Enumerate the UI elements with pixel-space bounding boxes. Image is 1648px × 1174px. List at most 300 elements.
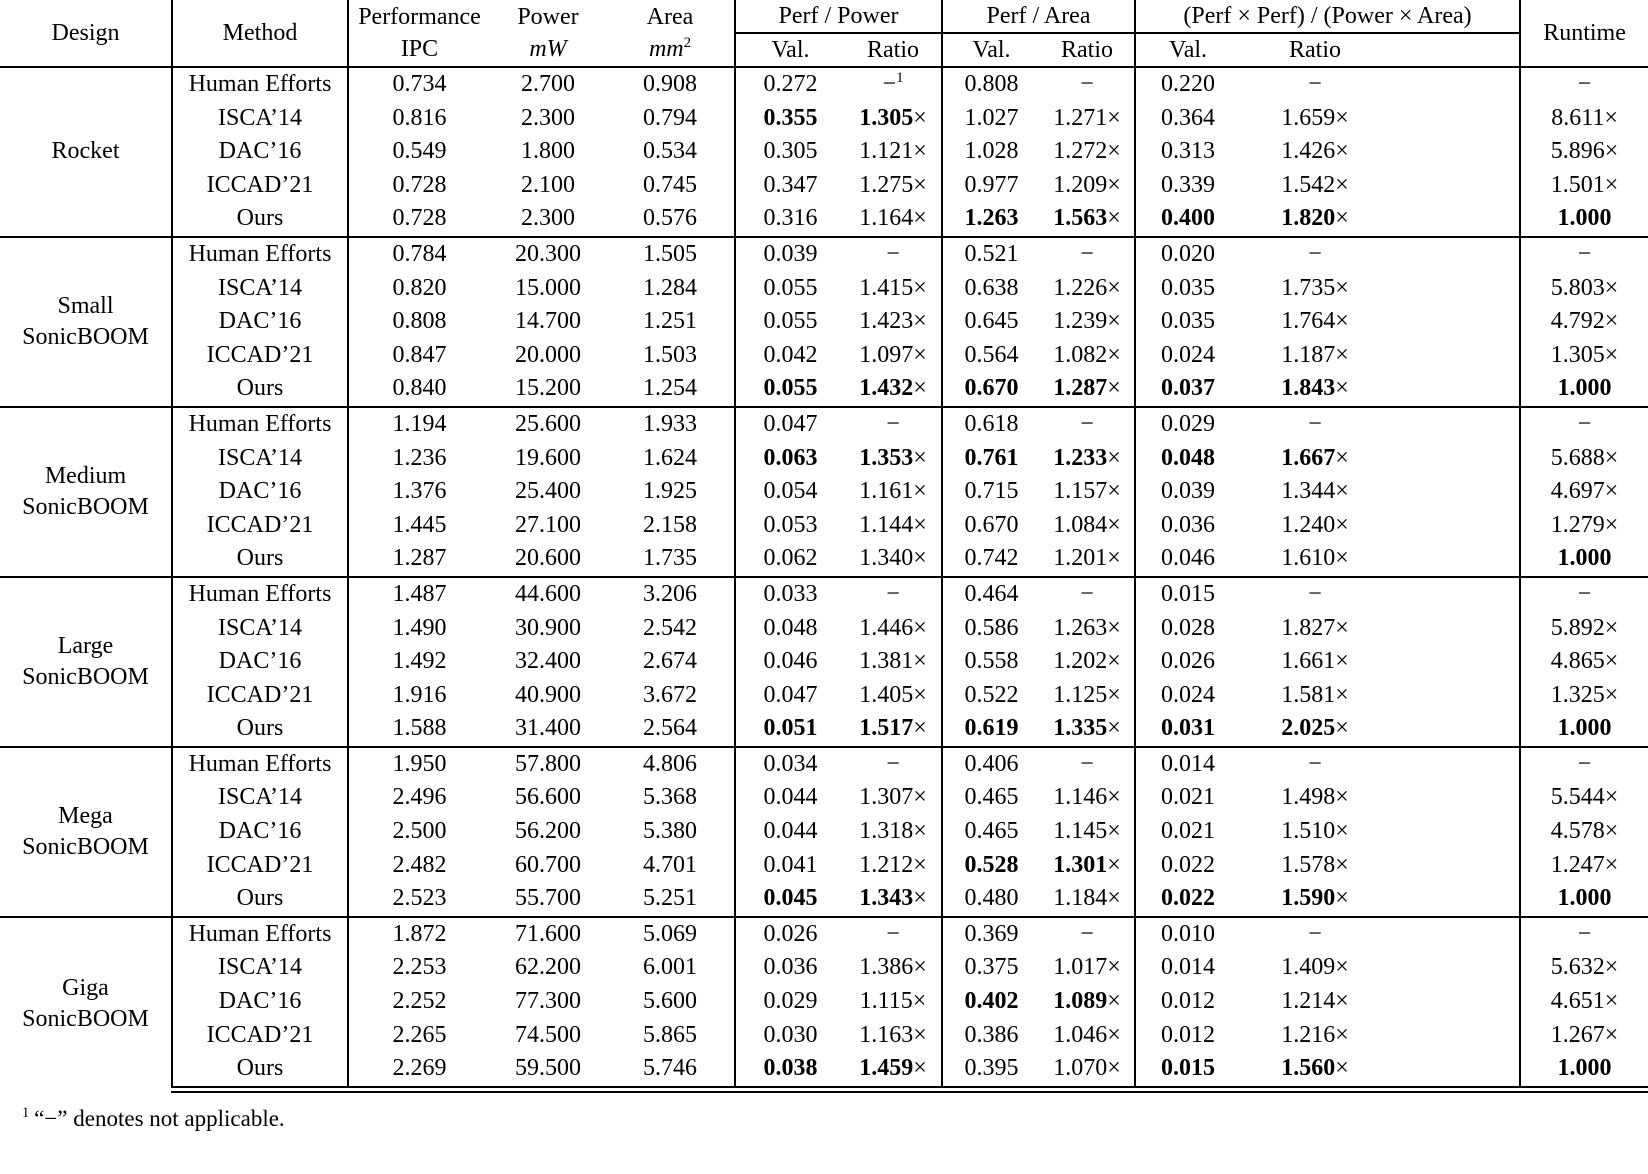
ipc-value: 1.872 xyxy=(348,917,490,952)
perf2-val: 0.012 xyxy=(1135,1019,1240,1053)
cell-value: 1.097 xyxy=(859,341,914,368)
cell-value: 0.063 xyxy=(763,444,818,471)
runtime-value xyxy=(1520,509,1648,543)
times-symbol: × xyxy=(1335,784,1349,811)
runtime-value: − xyxy=(1520,67,1648,102)
cell-value: 1.000 xyxy=(1557,1055,1612,1082)
ipc-value: 0.840 xyxy=(348,372,490,407)
runtime-value xyxy=(1520,339,1648,373)
cell-value: 0.670 xyxy=(964,375,1019,402)
ipc-value: 0.728 xyxy=(348,169,490,203)
perf-area-ratio xyxy=(1040,305,1135,339)
runtime-value xyxy=(1520,645,1648,679)
method-name: ISCA’14 xyxy=(172,951,348,985)
ipc-value: 2.252 xyxy=(348,985,490,1019)
perf-power-ratio xyxy=(845,102,942,136)
method-name: ICCAD’21 xyxy=(172,169,348,203)
perf-area-val: 0.465 xyxy=(942,815,1040,849)
power-value: 25.400 xyxy=(515,478,581,505)
times-symbol: × xyxy=(1107,375,1121,402)
perf-area-val: 0.586 xyxy=(942,612,1040,646)
cell-value: 5.803 xyxy=(1550,274,1605,301)
cell-value: 0.022 xyxy=(1161,885,1216,912)
perf-area-ratio: − xyxy=(1040,577,1135,612)
perf2-ratio xyxy=(1240,272,1390,306)
cell-value: 1.000 xyxy=(1557,885,1612,912)
perf-power-ratio xyxy=(845,815,942,849)
times-symbol: × xyxy=(1107,614,1121,641)
cell-value: 1.735 xyxy=(1281,274,1336,301)
perf2-val: 0.021 xyxy=(1135,815,1240,849)
perf2-val: 0.022 xyxy=(1135,849,1240,883)
times-symbol: × xyxy=(1335,988,1349,1015)
cell-value: 5.544 xyxy=(1550,784,1605,811)
times-symbol: × xyxy=(1107,341,1121,368)
perf-area-val: 0.406 xyxy=(942,747,1040,782)
cell-value: 1.667 xyxy=(1281,444,1336,471)
runtime-value xyxy=(1520,442,1648,476)
method-name: ICCAD’21 xyxy=(172,679,348,713)
perf-power-ratio xyxy=(845,612,942,646)
perf-power-val xyxy=(735,712,845,747)
spacer-cell xyxy=(1390,372,1520,407)
spacer-cell xyxy=(1390,509,1520,543)
perf-power-ratio: − xyxy=(845,747,942,782)
cell-value: 1.161 xyxy=(859,478,914,505)
spacer-cell xyxy=(1390,1019,1520,1053)
times-symbol: × xyxy=(1107,784,1121,811)
cell-value: 0.528 xyxy=(964,851,1019,878)
col-header-area-line1: Area xyxy=(646,4,694,30)
perf-area-val xyxy=(942,372,1040,407)
design-name-line: SonicBOOM xyxy=(22,833,149,860)
power-value: 59.500 xyxy=(490,1052,606,1089)
ipc-value: 1.236 xyxy=(348,442,490,476)
times-symbol: × xyxy=(1604,954,1619,981)
cell-value: 1.590 xyxy=(1281,885,1336,912)
perf-power-val: 0.026 xyxy=(735,917,845,952)
perf-area-ratio xyxy=(1040,372,1135,407)
ipc-value: 0.816 xyxy=(348,102,490,136)
cell-value: 4.651 xyxy=(1550,988,1605,1015)
table-row xyxy=(0,712,1648,747)
power-value: 71.600 xyxy=(490,917,606,952)
perf-power-val: 0.041 xyxy=(735,849,845,883)
table-row xyxy=(0,102,1648,136)
cell-value: 5.896 xyxy=(1550,138,1605,165)
perf2-val: 0.020 xyxy=(1135,237,1240,272)
perf2-ratio xyxy=(1240,612,1390,646)
perf-power-ratio xyxy=(845,985,942,1019)
cell-value: 1.209 xyxy=(1053,171,1108,198)
cell-value: 1.517 xyxy=(859,715,914,742)
footnote-number: 1 xyxy=(22,1105,30,1122)
times-symbol: × xyxy=(913,614,927,641)
cell-value: 0.038 xyxy=(763,1055,818,1082)
times-symbol: × xyxy=(1107,851,1121,878)
spacer-cell xyxy=(1390,202,1520,237)
times-symbol: × xyxy=(1335,681,1349,708)
footnote-marker: 1 xyxy=(896,70,904,86)
times-symbol: × xyxy=(1335,104,1349,131)
cell-value: 1.263 xyxy=(1053,614,1108,641)
cell-value: 1.164 xyxy=(859,205,914,232)
method-name: Ours xyxy=(172,882,348,917)
cell-value: 1.163 xyxy=(859,1021,914,1048)
cell-value: 0.402 xyxy=(964,988,1019,1015)
design-name-line: SonicBOOM xyxy=(22,1005,149,1032)
runtime-value xyxy=(1520,882,1648,917)
perf2-val xyxy=(1135,882,1240,917)
perf2-ratio xyxy=(1240,645,1390,679)
table-row xyxy=(0,882,1648,917)
method-name: DAC’16 xyxy=(172,475,348,509)
table-row xyxy=(0,135,1648,169)
cell-value: 1.084 xyxy=(1053,511,1108,538)
times-symbol: × xyxy=(1107,681,1121,708)
perf2-val: 0.010 xyxy=(1135,917,1240,952)
power-value: 62.200 xyxy=(515,954,581,981)
perf-area-ratio xyxy=(1040,815,1135,849)
perf-area-ratio xyxy=(1040,985,1135,1019)
table-row xyxy=(0,407,1648,442)
perf-area-ratio: − xyxy=(1040,407,1135,442)
times-symbol: × xyxy=(913,954,927,981)
power-value: 20.000 xyxy=(515,341,581,368)
perf2-ratio xyxy=(1240,679,1390,713)
area-value: 3.206 xyxy=(606,577,735,612)
area-value: 5.368 xyxy=(643,784,697,811)
perf2-ratio xyxy=(1240,882,1390,917)
power-value: 56.200 xyxy=(515,818,581,845)
cell-value: 1.233 xyxy=(1053,444,1108,471)
runtime-value xyxy=(1520,1052,1648,1089)
perf-power-val xyxy=(735,442,845,476)
subheader-spacer xyxy=(1390,33,1520,67)
runtime-value xyxy=(1520,542,1648,577)
runtime-value xyxy=(1520,475,1648,509)
spacer-cell xyxy=(1390,542,1520,577)
table-row xyxy=(0,612,1648,646)
subheader-perf-area-ratio: Ratio xyxy=(1040,33,1135,67)
cell-value: 1.125 xyxy=(1053,681,1108,708)
table-row xyxy=(0,67,1648,102)
area-value: 1.251 xyxy=(643,308,697,335)
design-name-line: SonicBOOM xyxy=(22,323,149,350)
times-symbol: × xyxy=(1107,954,1121,981)
spacer-cell xyxy=(1390,577,1520,612)
cell-value: 1.216 xyxy=(1281,1021,1336,1048)
table-header xyxy=(0,0,1648,67)
times-symbol: × xyxy=(1107,444,1121,471)
perf2-ratio: − xyxy=(1240,577,1390,612)
perf-power-val: 0.029 xyxy=(735,985,845,1019)
times-symbol: × xyxy=(1604,784,1619,811)
group-header-perf2-power-area: (Perf × Perf) / (Power × Area) xyxy=(1135,0,1520,33)
area-value: 5.865 xyxy=(643,1021,697,1048)
ipc-value: 2.500 xyxy=(348,815,490,849)
area-value: 1.933 xyxy=(606,407,735,442)
perf-power-val: 0.039 xyxy=(735,237,845,272)
method-name: Ours xyxy=(172,1052,348,1089)
cell-value: 1.843 xyxy=(1281,375,1336,402)
design-name-line: Medium xyxy=(44,462,127,489)
header-row-1 xyxy=(0,0,1648,33)
cell-value: 1.070 xyxy=(1053,1055,1108,1082)
times-symbol: × xyxy=(1107,1021,1121,1048)
method-name: ICCAD’21 xyxy=(172,849,348,883)
cell-value: 1.287 xyxy=(1053,375,1108,402)
cell-value: 1.659 xyxy=(1281,104,1336,131)
cell-value: 1.184 xyxy=(1053,885,1108,912)
perf-area-val xyxy=(942,849,1040,883)
cell-value: 1.000 xyxy=(1557,715,1612,742)
ipc-value: 1.194 xyxy=(348,407,490,442)
times-symbol: × xyxy=(1604,341,1619,368)
table-row xyxy=(0,442,1648,476)
perf-area-val: 0.369 xyxy=(942,917,1040,952)
cell-value: 1.146 xyxy=(1053,784,1108,811)
perf-power-val: 0.055 xyxy=(735,305,845,339)
spacer-cell xyxy=(1390,747,1520,782)
times-symbol: × xyxy=(1107,138,1121,165)
method-name: ISCA’14 xyxy=(172,442,348,476)
method-name: Human Efforts xyxy=(172,917,348,952)
cell-value: 1.325 xyxy=(1550,681,1605,708)
power-value: 15.200 xyxy=(515,375,581,402)
table-row xyxy=(0,542,1648,577)
times-symbol: × xyxy=(1335,375,1349,402)
perf-area-val xyxy=(942,712,1040,747)
power-value: 60.700 xyxy=(515,851,581,878)
area-value: 1.624 xyxy=(643,444,697,471)
cell-value: 1.267 xyxy=(1550,1021,1605,1048)
col-header-power-line1: Power xyxy=(517,4,579,30)
times-symbol: × xyxy=(1107,885,1121,912)
perf-power-val xyxy=(735,882,845,917)
table-row xyxy=(0,305,1648,339)
table-row xyxy=(0,815,1648,849)
runtime-value: − xyxy=(1520,407,1648,442)
times-symbol: × xyxy=(1604,308,1619,335)
times-symbol: × xyxy=(913,341,927,368)
times-symbol: × xyxy=(1107,104,1121,131)
power-value: 32.400 xyxy=(515,648,581,675)
times-symbol: × xyxy=(913,1055,927,1082)
perf2-ratio: − xyxy=(1240,67,1390,102)
runtime-value xyxy=(1520,102,1648,136)
ipc-value: 1.492 xyxy=(348,645,490,679)
perf-area-val: 0.395 xyxy=(942,1052,1040,1089)
cell-value: 1.263 xyxy=(964,205,1019,232)
design-name-line: Giga xyxy=(62,974,109,1001)
perf2-ratio xyxy=(1240,305,1390,339)
area-value: 5.251 xyxy=(643,885,697,912)
col-header-performance-line1: Performance xyxy=(358,4,481,30)
perf-area-val: 0.521 xyxy=(942,237,1040,272)
cell-value: 1.301 xyxy=(1053,851,1108,878)
cell-value: 1.409 xyxy=(1281,954,1336,981)
power-value: 2.100 xyxy=(521,171,575,198)
ipc-value: 1.445 xyxy=(348,509,490,543)
cell-value: 1.498 xyxy=(1281,784,1336,811)
method-name: DAC’16 xyxy=(172,135,348,169)
runtime-value xyxy=(1520,202,1648,237)
spacer-cell xyxy=(1390,339,1520,373)
times-symbol: × xyxy=(1335,545,1349,572)
times-symbol: × xyxy=(1335,715,1349,742)
times-symbol: × xyxy=(1107,818,1121,845)
perf2-val: 0.036 xyxy=(1135,509,1240,543)
cell-value: 1.305 xyxy=(859,104,914,131)
perf2-val: 0.035 xyxy=(1135,272,1240,306)
perf2-val: 0.014 xyxy=(1135,747,1240,782)
col-header-runtime: Runtime xyxy=(1520,0,1648,67)
perf-area-ratio xyxy=(1040,679,1135,713)
times-symbol: × xyxy=(1107,274,1121,301)
method-name: ISCA’14 xyxy=(172,781,348,815)
perf-area-val: 0.386 xyxy=(942,1019,1040,1053)
perf2-val: 0.012 xyxy=(1135,985,1240,1019)
perf-power-ratio xyxy=(845,372,942,407)
perf-area-ratio: − xyxy=(1040,67,1135,102)
footnote xyxy=(22,1105,1648,1133)
perf2-ratio xyxy=(1240,1019,1390,1053)
area-value: 6.001 xyxy=(643,954,697,981)
area-value: 3.672 xyxy=(643,681,697,708)
runtime-value: − xyxy=(1520,917,1648,952)
times-symbol: × xyxy=(1604,138,1619,165)
table-body xyxy=(0,67,1648,1089)
perf-power-val: 0.030 xyxy=(735,1019,845,1053)
cell-value: 1.386 xyxy=(859,954,914,981)
method-name: DAC’16 xyxy=(172,305,348,339)
cell-value: 1.115 xyxy=(859,988,913,1015)
perf-power-ratio xyxy=(845,442,942,476)
spacer-cell xyxy=(1390,237,1520,272)
area-value: 1.254 xyxy=(643,375,697,402)
table-row xyxy=(0,849,1648,883)
spacer-cell xyxy=(1390,135,1520,169)
times-symbol: × xyxy=(913,308,927,335)
times-symbol: × xyxy=(913,375,927,402)
area-unit-base: mm xyxy=(648,36,684,62)
col-header-performance xyxy=(348,0,490,67)
perf2-val xyxy=(1135,442,1240,476)
times-symbol: × xyxy=(1107,308,1121,335)
perf-power-ratio: − xyxy=(845,577,942,612)
perf-power-ratio xyxy=(845,272,942,306)
perf-area-ratio xyxy=(1040,272,1135,306)
power-value: 74.500 xyxy=(515,1021,581,1048)
cell-value: 1.226 xyxy=(1053,274,1108,301)
perf-area-ratio: − xyxy=(1040,747,1135,782)
perf-area-val xyxy=(942,202,1040,237)
design-name xyxy=(0,237,172,407)
cell-value: 5.688 xyxy=(1550,444,1605,471)
perf2-val: 0.021 xyxy=(1135,781,1240,815)
design-name xyxy=(0,747,172,917)
runtime-value xyxy=(1520,612,1648,646)
perf-power-ratio xyxy=(845,305,942,339)
cell-value: 0.055 xyxy=(763,375,818,402)
runtime-value xyxy=(1520,272,1648,306)
cell-value: 1.307 xyxy=(859,784,914,811)
times-symbol: × xyxy=(913,545,927,572)
power-value: 57.800 xyxy=(490,747,606,782)
perf2-ratio: − xyxy=(1240,407,1390,442)
times-symbol: × xyxy=(913,784,927,811)
cell-value: 0.619 xyxy=(964,715,1019,742)
cell-value: 1.000 xyxy=(1557,375,1612,402)
times-symbol: × xyxy=(913,1021,927,1048)
ipc-value: 2.269 xyxy=(348,1052,490,1089)
cell-value: 1.426 xyxy=(1281,138,1336,165)
times-symbol: × xyxy=(1107,511,1121,538)
perf2-ratio xyxy=(1240,372,1390,407)
area-value: 5.600 xyxy=(643,988,697,1015)
power-value: 27.100 xyxy=(515,511,581,538)
area-value: 0.908 xyxy=(606,67,735,102)
cell-value: 1.279 xyxy=(1550,511,1605,538)
cell-value: 1.017 xyxy=(1053,954,1108,981)
ipc-value: 1.287 xyxy=(348,542,490,577)
cell-value: 4.697 xyxy=(1550,478,1605,505)
power-value: 2.700 xyxy=(490,67,606,102)
spacer-cell xyxy=(1390,102,1520,136)
cell-value: 1.820 xyxy=(1281,205,1336,232)
times-symbol: × xyxy=(1604,818,1619,845)
table-row xyxy=(0,237,1648,272)
perf-power-val: 0.047 xyxy=(735,679,845,713)
method-name: Ours xyxy=(172,372,348,407)
times-symbol: × xyxy=(1604,478,1619,505)
perf2-ratio xyxy=(1240,169,1390,203)
perf2-ratio xyxy=(1240,781,1390,815)
perf-power-val xyxy=(735,1052,845,1089)
area-value: 2.542 xyxy=(643,614,697,641)
subheader-perf2-val: Val. xyxy=(1135,33,1240,67)
times-symbol: × xyxy=(1604,1021,1619,1048)
times-symbol: × xyxy=(1335,1055,1349,1082)
cell-value: 1.510 xyxy=(1281,818,1336,845)
times-symbol: × xyxy=(913,885,927,912)
times-symbol: × xyxy=(912,988,927,1015)
perf-area-ratio xyxy=(1040,202,1135,237)
area-value: 0.745 xyxy=(643,171,697,198)
perf-area-val: 0.618 xyxy=(942,407,1040,442)
times-symbol: × xyxy=(1335,885,1349,912)
times-symbol: × xyxy=(1604,104,1618,131)
perf-power-val: 0.044 xyxy=(735,781,845,815)
perf2-val: 0.220 xyxy=(1135,67,1240,102)
area-value: 1.505 xyxy=(606,237,735,272)
cell-value: 1.459 xyxy=(859,1055,914,1082)
perf-area-ratio xyxy=(1040,612,1135,646)
times-symbol: × xyxy=(1335,205,1349,232)
table-row xyxy=(0,169,1648,203)
times-symbol: × xyxy=(913,171,927,198)
times-symbol: × xyxy=(1107,478,1121,505)
perf-area-val: 1.027 xyxy=(942,102,1040,136)
cell-value: 1.343 xyxy=(859,885,914,912)
area-value: 2.674 xyxy=(643,648,697,675)
perf-power-ratio xyxy=(845,951,942,985)
ipc-value: 0.847 xyxy=(348,339,490,373)
perf2-val: 0.015 xyxy=(1135,577,1240,612)
cell-value: − xyxy=(882,71,897,97)
power-value: 19.600 xyxy=(515,444,581,471)
